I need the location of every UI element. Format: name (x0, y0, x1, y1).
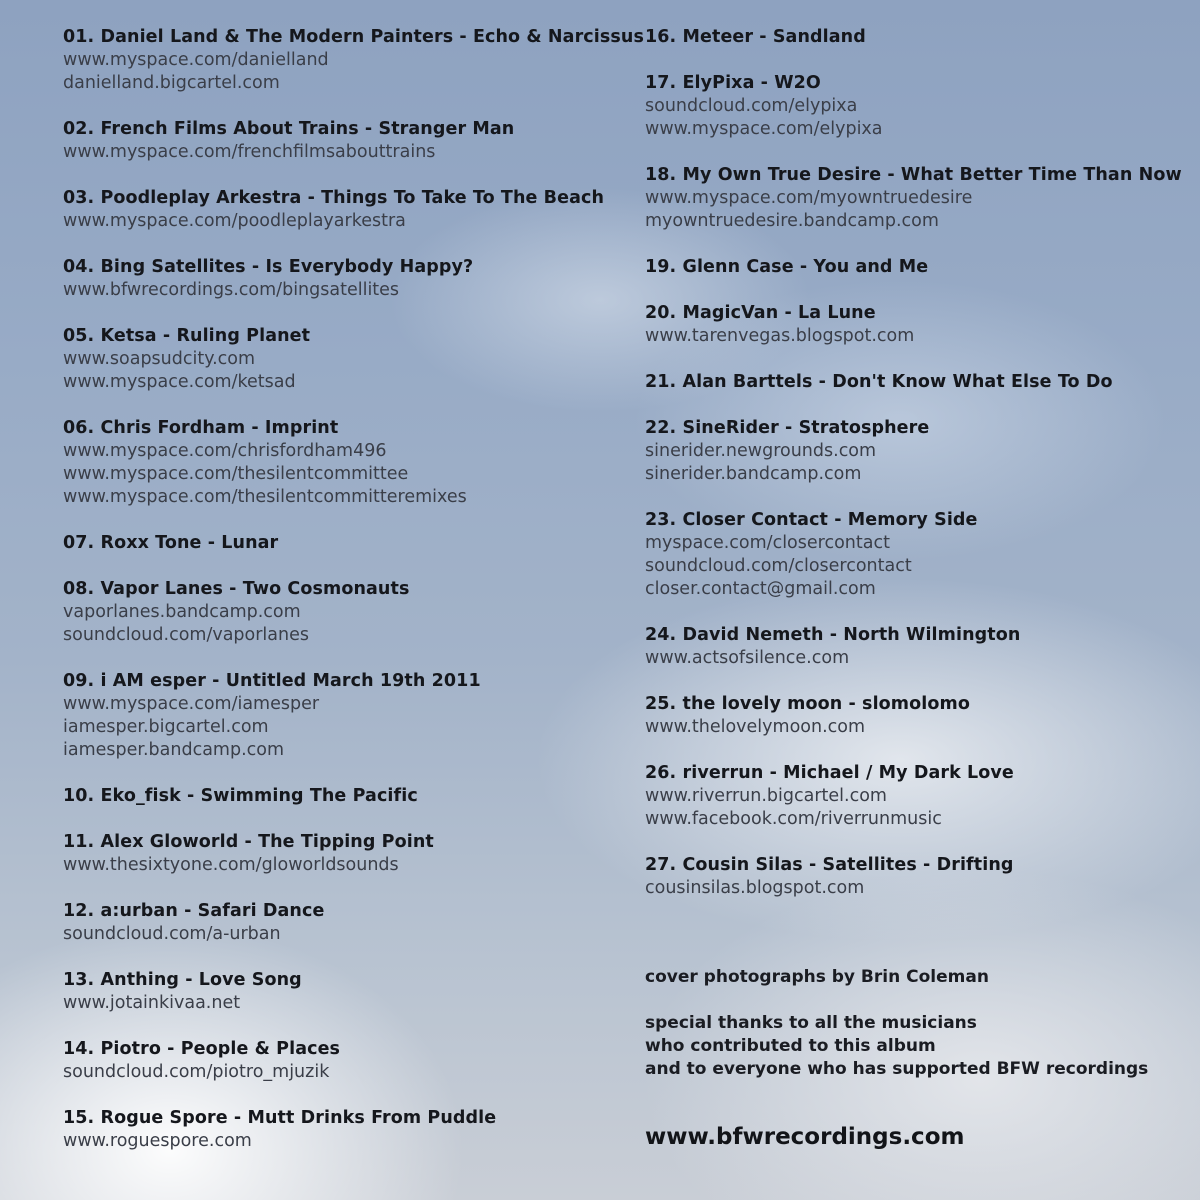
track-title: 19. Glenn Case - You and Me (645, 257, 929, 277)
artist-link[interactable]: www.tarenvegas.blogspot.com (645, 326, 915, 346)
artist-link[interactable]: soundcloud.com/elypixa (645, 96, 858, 116)
artist-link[interactable]: cousinsilas.blogspot.com (645, 878, 865, 898)
track-title: 16. Meteer - Sandland (645, 27, 866, 47)
track-title: 07. Roxx Tone - Lunar (63, 533, 279, 553)
track-entry (63, 900, 623, 946)
track-entry (63, 831, 623, 877)
thanks-line: and to everyone who has supported BFW recordings (645, 1059, 1149, 1079)
artist-link[interactable]: soundcloud.com/closercontact (645, 556, 912, 576)
track-entry (645, 624, 1185, 670)
track-title: 17. ElyPixa - W2O (645, 73, 821, 93)
thanks-line: who contributed to this album (645, 1036, 936, 1056)
track-entry (63, 118, 623, 164)
artist-link[interactable]: www.myspace.com/poodleplayarkestra (63, 211, 406, 231)
track-title: 13. Anthing - Love Song (63, 970, 302, 990)
artist-link[interactable]: www.thelovelymoon.com (645, 717, 866, 737)
artist-link[interactable]: www.thesixtyone.com/gloworldsounds (63, 855, 399, 875)
artist-link[interactable]: www.myspace.com/chrisfordham496 (63, 441, 387, 461)
track-list-left (63, 26, 644, 1176)
track-entry (63, 532, 623, 555)
artist-link[interactable]: danielland.bigcartel.com (63, 73, 280, 93)
track-entry (63, 325, 623, 394)
artist-link[interactable]: www.myspace.com/myowntruedesire (645, 188, 973, 208)
track-entry (63, 578, 623, 647)
track-title: 14. Piotro - People & Places (63, 1039, 341, 1059)
track-entry (645, 417, 1185, 486)
track-title: 04. Bing Satellites - Is Everybody Happy? (63, 257, 474, 277)
artist-link[interactable]: www.bfwrecordings.com/bingsatellites (63, 280, 400, 300)
track-entry (63, 785, 623, 808)
artist-link[interactable]: sinerider.bandcamp.com (645, 464, 862, 484)
track-title: 02. French Films About Trains - Stranger Man (63, 119, 515, 139)
track-entry (645, 693, 1185, 739)
track-entry (645, 509, 1185, 601)
artist-link[interactable]: www.actsofsilence.com (645, 648, 850, 668)
track-title: 10. Eko_fisk - Swimming The Pacific (63, 786, 418, 806)
artist-link[interactable]: closer.contact@gmail.com (645, 579, 876, 599)
track-title: 06. Chris Fordham - Imprint (63, 418, 339, 438)
artist-link[interactable]: www.myspace.com/thesilentcommitteremixes (63, 487, 467, 507)
artist-link[interactable]: www.facebook.com/riverrunmusic (645, 809, 942, 829)
artist-link[interactable]: vaporlanes.bandcamp.com (63, 602, 301, 622)
artist-link[interactable]: myowntruedesire.bandcamp.com (645, 211, 939, 231)
track-entry (63, 1038, 623, 1084)
track-entry (645, 26, 1185, 49)
track-entry (63, 256, 623, 302)
track-title: 15. Rogue Spore - Mutt Drinks From Puddle (63, 1108, 497, 1128)
track-entry (645, 164, 1185, 233)
track-entry (63, 26, 644, 95)
track-title: 12. a:urban - Safari Dance (63, 901, 325, 921)
artist-link[interactable]: www.myspace.com/thesilentcommittee (63, 464, 409, 484)
artist-link[interactable]: www.jotainkivaa.net (63, 993, 241, 1013)
track-title: 23. Closer Contact - Memory Side (645, 510, 978, 530)
artist-link[interactable]: www.soapsudcity.com (63, 349, 256, 369)
track-entry (63, 969, 623, 1015)
artist-link[interactable]: sinerider.newgrounds.com (645, 441, 877, 461)
track-title: 26. riverrun - Michael / My Dark Love (645, 763, 1014, 783)
label-website[interactable]: www.bfwrecordings.com (645, 1124, 965, 1150)
artist-link[interactable]: myspace.com/closercontact (645, 533, 890, 553)
credits-block (645, 966, 1185, 1081)
artist-link[interactable]: www.roguespore.com (63, 1131, 252, 1151)
track-entry (645, 302, 1185, 348)
artist-link[interactable]: www.myspace.com/ketsad (63, 372, 296, 392)
artist-link[interactable]: www.riverrun.bigcartel.com (645, 786, 887, 806)
track-entry (645, 854, 1185, 900)
artist-link[interactable]: soundcloud.com/piotro_mjuzik (63, 1062, 330, 1082)
track-title: 20. MagicVan - La Lune (645, 303, 876, 323)
track-list-right (645, 26, 1185, 923)
track-entry (63, 670, 623, 762)
artist-link[interactable]: soundcloud.com/a-urban (63, 924, 281, 944)
track-entry (645, 72, 1185, 141)
track-entry (63, 1107, 623, 1153)
track-title: 03. Poodleplay Arkestra - Things To Take To The Beach (63, 188, 605, 208)
track-entry (645, 256, 1185, 279)
track-title: 21. Alan Barttels - Don't Know What Else To Do (645, 372, 1113, 392)
track-title: 27. Cousin Silas - Satellites - Drifting (645, 855, 1014, 875)
artist-link[interactable]: soundcloud.com/vaporlanes (63, 625, 309, 645)
track-title: 05. Ketsa - Ruling Planet (63, 326, 311, 346)
artist-link[interactable]: iamesper.bigcartel.com (63, 717, 269, 737)
track-title: 11. Alex Gloworld - The Tipping Point (63, 832, 434, 852)
artist-link[interactable]: www.myspace.com/iamesper (63, 694, 320, 714)
artist-link[interactable]: www.myspace.com/elypixa (645, 119, 883, 139)
track-title: 25. the lovely moon - slomolomo (645, 694, 970, 714)
thanks-line: special thanks to all the musicians (645, 1013, 977, 1033)
photo-credit: cover photographs by Brin Coleman (645, 967, 989, 987)
track-title: 01. Daniel Land & The Modern Painters - Echo & Narcissus (63, 27, 644, 47)
track-entry (63, 417, 623, 509)
track-title: 24. David Nemeth - North Wilmington (645, 625, 1021, 645)
track-title: 22. SineRider - Stratosphere (645, 418, 930, 438)
track-entry (63, 187, 623, 233)
track-title: 08. Vapor Lanes - Two Cosmonauts (63, 579, 410, 599)
artist-link[interactable]: iamesper.bandcamp.com (63, 740, 285, 760)
track-title: 18. My Own True Desire - What Better Time Than Now (645, 165, 1182, 185)
track-entry (645, 371, 1185, 394)
track-entry (645, 762, 1185, 831)
artist-link[interactable]: www.myspace.com/frenchfilmsabouttrains (63, 142, 436, 162)
track-title: 09. i AM esper - Untitled March 19th 2011 (63, 671, 481, 691)
artist-link[interactable]: www.myspace.com/danielland (63, 50, 329, 70)
